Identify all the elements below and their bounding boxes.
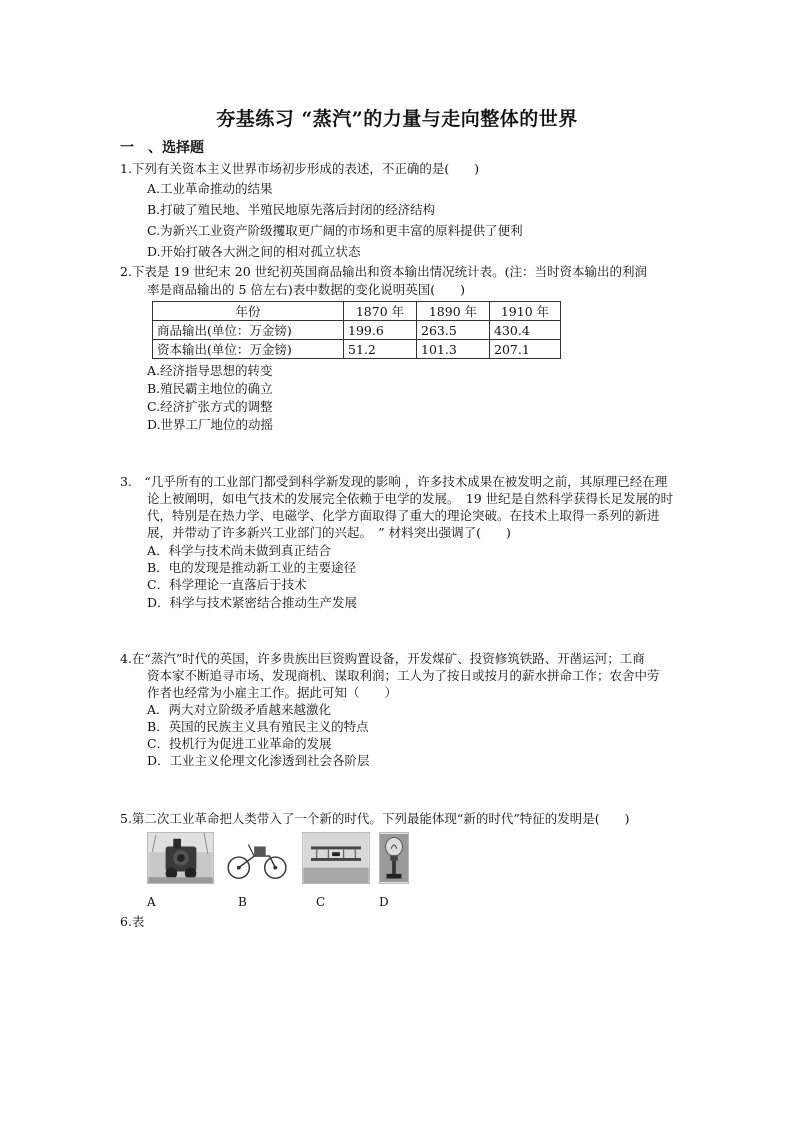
table-cell: 207.1 <box>490 340 561 359</box>
question-6-stem: 6.表 <box>120 914 145 929</box>
question-3-option-c: C．科学理论一直落后于技术 <box>147 577 307 592</box>
question-2-option-c: C.经济扩张方式的调整 <box>147 399 273 414</box>
table-header-cell: 1890 年 <box>417 302 490 321</box>
question-1-option-c: C.为新兴工业资产阶级攫取更广阔的市场和更丰富的原料提供了便利 <box>147 223 523 238</box>
image-label-b: B <box>238 895 247 909</box>
electric-lamp-photo <box>379 832 409 884</box>
table-header-cell: 1870 年 <box>344 302 417 321</box>
early-automobile-drawing <box>224 832 292 884</box>
table-header-row <box>153 302 561 321</box>
question-1-option-a: A.工业革命推动的结果 <box>147 181 273 196</box>
table-cell: 101.3 <box>417 340 490 359</box>
question-1-option-d: D.开始打破各大洲之间的相对孤立状态 <box>147 244 361 259</box>
question-1-option-b: B.打破了殖民地、半殖民地原先落后封闭的经济结构 <box>147 202 436 217</box>
image-label-c: C <box>316 895 326 909</box>
table-cell: 资本输出(单位：万金镑) <box>153 340 344 359</box>
table-cell: 263.5 <box>417 321 490 340</box>
table-cell: 商品输出(单位：万金镑) <box>153 321 344 340</box>
question-1-stem: 1.下列有关资本主义世界市场初步形成的表述，不正确的是( ) <box>120 161 480 176</box>
question-4-line: 资本家不断追寻市场、发现商机、谋取利润；工人为了按日或按月的薪水拼命工作；农舍中劳 <box>147 668 660 683</box>
table-cell: 199.6 <box>344 321 417 340</box>
question-5-stem: 5.第二次工业革命把人类带入了一个新的时代。下列最能体现“新的时代”特征的发明是( ) <box>120 811 630 826</box>
table-cell: 51.2 <box>344 340 417 359</box>
question-4-option-a: A．两大对立阶级矛盾越来越激化 <box>147 702 332 717</box>
question-4-line: 作者也经常为小雇主工作。据此可知（ ） <box>147 685 398 700</box>
question-3-line: 代，特别是在热力学、电磁学、化学方面取得了重大的理论突破。在技术上取得一系列的新进 <box>147 508 660 523</box>
question-3-option-b: B．电的发现是推动新工业的主要途径 <box>147 560 357 575</box>
table-row <box>153 321 561 340</box>
question-3-option-d: D．科学与技术紧密结合推动生产发展 <box>147 595 358 610</box>
question-3-line: 3. “几乎所有的工业部门都受到科学新发现的影响 ，许多技术成果在被发明之前，其原理已经在理 <box>120 474 668 489</box>
table-header-cell: 1910 年 <box>490 302 561 321</box>
page-title: 夯基练习 “蒸汽”的力量与走向整体的世界 <box>216 108 578 130</box>
biplane-photo <box>302 832 370 884</box>
question-3-option-a: A．科学与技术尚未做到真正结合 <box>147 543 332 558</box>
table-header-cell: 年份 <box>153 302 344 321</box>
question-2-option-a: A.经济指导思想的转变 <box>147 363 273 378</box>
section-heading: 一 、选择题 <box>120 140 204 156</box>
question-2-stem-line1: 2.下表是 19 世纪末 20 世纪初英国商品输出和资本输出情况统计表。(注：当时资本输出的利润 <box>120 264 648 279</box>
export-statistics-table <box>152 301 561 359</box>
question-4-option-d: D．工业主义伦理文化渗透到社会各阶层 <box>147 753 370 768</box>
question-4-option-c: C．投机行为促进工业革命的发展 <box>147 736 332 751</box>
question-3-line: 展，并带动了许多新兴工业部门的兴起。 ” 材料突出强调了( ) <box>147 525 511 540</box>
question-4-option-b: B．英国的民族主义具有殖民主义的特点 <box>147 719 369 734</box>
question-2-option-d: D.世界工厂地位的动摇 <box>147 417 274 432</box>
question-2-option-b: B.殖民霸主地位的确立 <box>147 381 273 396</box>
question-3-line: 论上被阐明，如电气技术的发展完全依赖于电学的发展。 19 世纪是自然科学获得长足发展的时 <box>147 491 674 506</box>
question-2-stem-line2: 率是商品输出的 5 倍左右)表中数据的变化说明英国( ) <box>147 282 466 297</box>
table-row <box>153 340 561 359</box>
table-cell: 430.4 <box>490 321 561 340</box>
image-label-d: D <box>379 895 389 909</box>
steam-locomotive-photo <box>147 832 214 884</box>
image-label-a: A <box>147 895 156 909</box>
question-4-line: 4.在“蒸汽”时代的英国，许多贵族出巨资购置设备，开发煤矿、投资修筑铁路、开凿运河；工商 <box>120 651 645 666</box>
